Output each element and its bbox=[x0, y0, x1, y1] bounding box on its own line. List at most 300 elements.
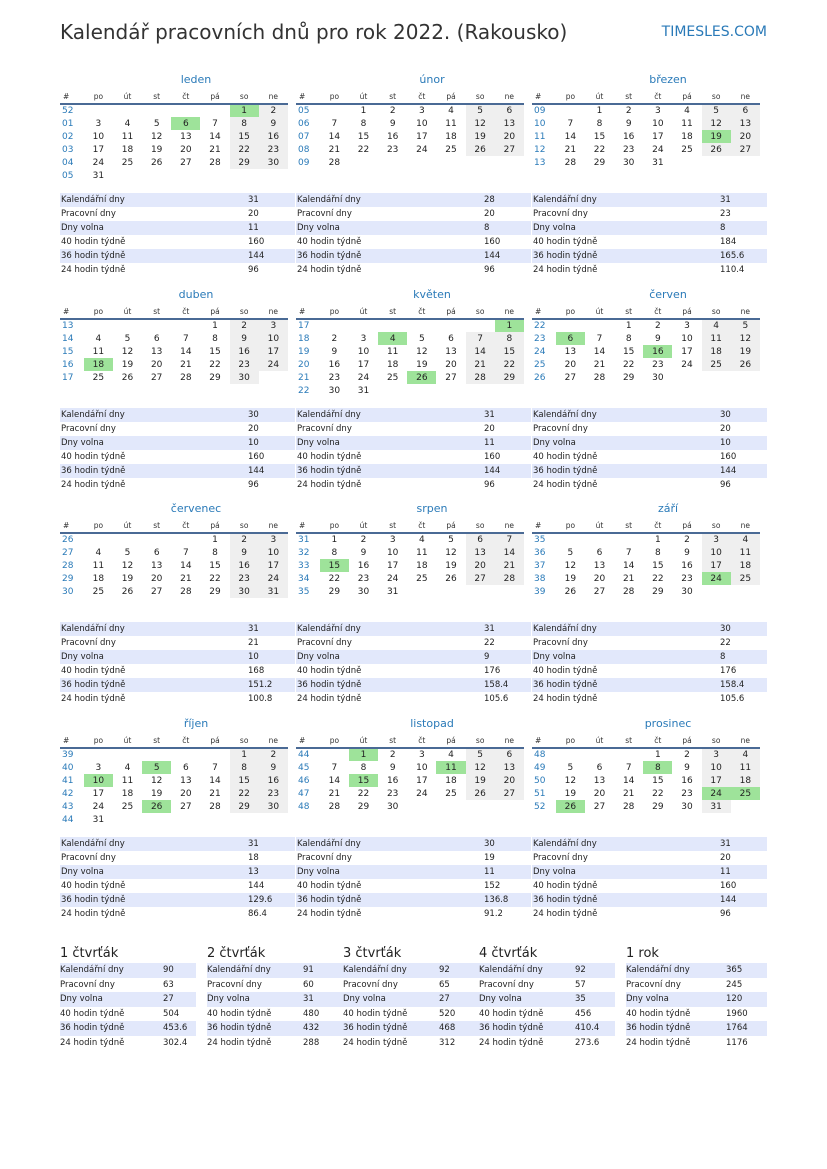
day-cell: 4 bbox=[95, 547, 102, 558]
day-cell: 10 bbox=[386, 547, 399, 558]
weekday-label: # bbox=[532, 519, 556, 533]
week-number: 39 bbox=[62, 750, 74, 760]
empty-day-cell bbox=[407, 319, 436, 332]
quarter-summary bbox=[626, 945, 767, 1051]
weekday-label: # bbox=[296, 734, 320, 748]
week-number: 26 bbox=[62, 535, 74, 545]
quarter-row bbox=[626, 1007, 767, 1022]
week-row bbox=[60, 787, 288, 800]
quarter-label: 40 hodin týdně bbox=[60, 1008, 125, 1019]
stats-label: Pracovní dny bbox=[61, 853, 116, 863]
stats-value: 8 bbox=[720, 652, 726, 662]
quarter-label: 36 hodin týdně bbox=[479, 1023, 544, 1034]
weekday-label: st bbox=[378, 90, 407, 104]
quarter-row bbox=[207, 992, 343, 1007]
stats-value: 176 bbox=[484, 666, 501, 676]
stats-row bbox=[60, 622, 295, 636]
week-row bbox=[296, 130, 524, 143]
day-cell: 6 bbox=[153, 333, 160, 344]
day-cell: 12 bbox=[445, 547, 457, 558]
stats-row bbox=[532, 650, 767, 664]
day-cell: 31 bbox=[386, 586, 399, 597]
day-cell: 8 bbox=[654, 547, 661, 558]
day-cell: 12 bbox=[466, 761, 495, 774]
week-row bbox=[532, 156, 760, 169]
day-cell: 21 bbox=[622, 573, 635, 584]
day-cell: 11 bbox=[702, 332, 731, 345]
day-cell: 24 bbox=[416, 144, 428, 155]
day-cell: 17 bbox=[259, 559, 288, 572]
quarter-label: Kalendářní dny bbox=[343, 965, 407, 975]
stats-row bbox=[296, 478, 531, 492]
day-cell: 29 bbox=[230, 156, 259, 169]
day-cell: 6 bbox=[731, 104, 760, 117]
day-cell: 27 bbox=[495, 787, 524, 800]
day-cell: 18 bbox=[445, 775, 457, 786]
day-cell: 9 bbox=[625, 118, 632, 129]
empty-day-cell bbox=[142, 533, 171, 546]
day-cell: 9 bbox=[389, 118, 396, 129]
empty-day-cell bbox=[171, 104, 200, 117]
empty-day-cell bbox=[731, 800, 760, 813]
month-calendar bbox=[296, 716, 524, 813]
day-cell: 3 bbox=[360, 333, 367, 344]
quarter-value: 91 bbox=[303, 965, 314, 975]
day-cell: 26 bbox=[407, 371, 436, 384]
week-row bbox=[532, 761, 760, 774]
quarter-row bbox=[207, 1007, 343, 1022]
quarter-row bbox=[207, 978, 343, 993]
weekday-header bbox=[532, 305, 760, 319]
week-row bbox=[60, 358, 288, 371]
day-cell: 24 bbox=[259, 572, 288, 585]
weekday-label: ne bbox=[495, 519, 524, 533]
week-number: 21 bbox=[298, 372, 310, 383]
stats-row bbox=[532, 436, 767, 450]
quarter-row bbox=[60, 963, 196, 978]
weekday-label: st bbox=[614, 90, 643, 104]
week-row bbox=[60, 143, 288, 156]
quarter-label: 36 hodin týdně bbox=[60, 1023, 125, 1034]
week-row bbox=[532, 748, 760, 761]
week-number: 11 bbox=[534, 131, 546, 142]
day-cell: 9 bbox=[259, 761, 288, 774]
day-cell: 5 bbox=[448, 535, 454, 545]
weekday-label: ne bbox=[731, 734, 760, 748]
week-number: 26 bbox=[534, 372, 546, 383]
day-cell: 5 bbox=[702, 104, 731, 117]
day-cell: 12 bbox=[416, 346, 428, 357]
empty-day-cell bbox=[320, 104, 349, 117]
week-number: 45 bbox=[298, 762, 310, 773]
weekday-label: so bbox=[466, 519, 495, 533]
stats-row bbox=[296, 408, 531, 422]
empty-day-cell bbox=[466, 384, 495, 397]
day-cell: 30 bbox=[652, 372, 664, 383]
stats-label: Pracovní dny bbox=[533, 209, 588, 219]
empty-day-cell bbox=[466, 319, 495, 332]
weekday-label: so bbox=[230, 734, 259, 748]
stats-row bbox=[532, 221, 767, 235]
weekday-label: pá bbox=[200, 519, 229, 533]
stats-row bbox=[532, 622, 767, 636]
empty-day-cell bbox=[200, 169, 229, 182]
week-number: 43 bbox=[62, 801, 74, 812]
quarter-row bbox=[479, 978, 615, 993]
day-cell: 23 bbox=[681, 788, 693, 799]
stats-row bbox=[296, 249, 531, 263]
week-number: 24 bbox=[534, 346, 546, 357]
day-cell: 25 bbox=[445, 144, 457, 155]
empty-day-cell bbox=[585, 319, 614, 332]
empty-day-cell bbox=[200, 813, 229, 826]
week-row bbox=[60, 371, 288, 384]
weekday-label: út bbox=[585, 305, 614, 319]
stats-label: Dny volna bbox=[533, 438, 576, 448]
weekday-label: po bbox=[84, 305, 113, 319]
stats-label: Dny volna bbox=[61, 438, 104, 448]
empty-day-cell bbox=[731, 156, 760, 169]
weekday-label: út bbox=[113, 519, 142, 533]
stats-label: Pracovní dny bbox=[61, 424, 116, 434]
day-cell: 7 bbox=[212, 762, 218, 773]
empty-day-cell bbox=[556, 104, 585, 117]
day-cell: 6 bbox=[495, 104, 524, 117]
day-cell: 25 bbox=[121, 801, 134, 812]
stats-row bbox=[532, 907, 767, 921]
week-number: 35 bbox=[534, 535, 546, 545]
day-cell: 28 bbox=[209, 157, 221, 168]
day-cell: 31 bbox=[92, 170, 105, 181]
day-cell: 6 bbox=[495, 748, 524, 761]
weekday-label: ne bbox=[731, 305, 760, 319]
day-cell: 13 bbox=[150, 346, 163, 357]
weekday-label: pá bbox=[672, 734, 701, 748]
empty-day-cell bbox=[259, 371, 288, 384]
day-cell: 13 bbox=[445, 346, 457, 357]
day-cell: 17 bbox=[386, 560, 399, 571]
weekday-label: čt bbox=[171, 305, 200, 319]
quarter-value: 288 bbox=[303, 1037, 320, 1048]
day-cell: 30 bbox=[681, 801, 693, 812]
month-table bbox=[60, 305, 288, 384]
week-number: 17 bbox=[298, 321, 310, 331]
day-cell: 4 bbox=[124, 762, 131, 773]
day-cell: 24 bbox=[652, 144, 664, 155]
day-cell: 15 bbox=[495, 345, 524, 358]
quarter-row bbox=[479, 1021, 615, 1036]
stats-row bbox=[532, 879, 767, 893]
day-cell: 30 bbox=[681, 586, 693, 597]
stats-row bbox=[532, 678, 767, 692]
day-cell: 14 bbox=[622, 775, 635, 786]
stats-value: 30 bbox=[720, 624, 731, 634]
day-cell: 25 bbox=[92, 586, 105, 597]
day-cell: 2 bbox=[654, 321, 661, 331]
weekday-header bbox=[532, 90, 760, 104]
quarter-value: 92 bbox=[439, 965, 450, 975]
empty-day-cell bbox=[230, 813, 259, 826]
day-cell: 30 bbox=[230, 585, 259, 598]
day-cell: 1 bbox=[212, 321, 218, 331]
week-row bbox=[296, 572, 524, 585]
day-cell: 3 bbox=[654, 106, 661, 116]
weekday-label: pá bbox=[672, 519, 701, 533]
month-calendar bbox=[60, 501, 288, 598]
day-cell: 13 bbox=[466, 546, 495, 559]
day-cell: 4 bbox=[702, 319, 731, 332]
stats-row bbox=[60, 907, 295, 921]
day-cell: 1 bbox=[654, 750, 661, 760]
week-row bbox=[296, 371, 524, 384]
stats-row bbox=[532, 408, 767, 422]
week-row bbox=[532, 774, 760, 787]
week-number: 48 bbox=[298, 801, 310, 812]
weekday-label: po bbox=[556, 734, 585, 748]
day-cell: 29 bbox=[209, 586, 221, 597]
day-cell: 12 bbox=[150, 131, 163, 142]
quarter-label: 36 hodin týdně bbox=[626, 1023, 691, 1034]
stats-label: Kalendářní dny bbox=[61, 839, 125, 849]
day-cell: 11 bbox=[92, 346, 105, 357]
day-cell: 23 bbox=[386, 788, 399, 799]
day-cell: 8 bbox=[212, 333, 218, 344]
empty-day-cell bbox=[407, 585, 436, 598]
day-cell: 21 bbox=[180, 359, 192, 370]
quarter-label: Pracovní dny bbox=[626, 979, 681, 990]
stats-label: Dny volna bbox=[297, 652, 340, 662]
month-calendar bbox=[532, 501, 760, 598]
day-cell: 18 bbox=[121, 788, 134, 799]
stats-value: 10 bbox=[248, 438, 259, 448]
day-cell: 3 bbox=[684, 321, 690, 331]
weekday-label: čt bbox=[407, 519, 436, 533]
stats-value: 96 bbox=[484, 265, 495, 275]
day-cell: 12 bbox=[731, 332, 760, 345]
stats-label: Kalendářní dny bbox=[297, 624, 361, 634]
day-cell: 1 bbox=[230, 104, 259, 117]
day-cell: 3 bbox=[95, 762, 102, 773]
week-row bbox=[296, 117, 524, 130]
weekday-label: pá bbox=[672, 305, 701, 319]
day-cell: 28 bbox=[593, 372, 606, 383]
stats-value: 158.4 bbox=[484, 680, 509, 690]
day-cell: 22 bbox=[357, 788, 370, 799]
day-cell: 14 bbox=[495, 546, 524, 559]
stats-row bbox=[60, 851, 295, 865]
day-cell: 20 bbox=[180, 144, 192, 155]
empty-day-cell bbox=[495, 585, 524, 598]
stats-row bbox=[296, 221, 531, 235]
day-cell: 5 bbox=[418, 333, 425, 344]
stats-value: 160 bbox=[720, 452, 737, 462]
stats-label: Kalendářní dny bbox=[297, 410, 361, 420]
stats-row bbox=[60, 249, 295, 263]
quarter-label: Pracovní dny bbox=[207, 979, 262, 990]
month-name: duben bbox=[178, 288, 214, 301]
day-cell: 19 bbox=[731, 345, 760, 358]
weekday-label: st bbox=[378, 305, 407, 319]
week-row bbox=[532, 332, 760, 345]
stats-label: 36 hodin týdně bbox=[533, 895, 598, 905]
week-row bbox=[532, 130, 760, 143]
empty-day-cell bbox=[171, 748, 200, 761]
weekday-label: # bbox=[60, 519, 84, 533]
stats-value: 20 bbox=[720, 853, 731, 863]
stats-row bbox=[60, 221, 295, 235]
day-cell: 6 bbox=[182, 762, 189, 773]
weekday-label: so bbox=[230, 519, 259, 533]
empty-day-cell bbox=[171, 169, 200, 182]
month-table bbox=[532, 519, 760, 598]
weekday-header bbox=[60, 90, 288, 104]
quarter-label: 24 hodin týdně bbox=[207, 1037, 272, 1048]
day-cell: 14 bbox=[622, 560, 635, 571]
day-cell: 1 bbox=[230, 748, 259, 761]
quarter-row bbox=[343, 1007, 479, 1022]
day-cell: 15 bbox=[209, 560, 221, 571]
day-cell: 18 bbox=[445, 131, 457, 142]
stats-label: 40 hodin týdně bbox=[61, 666, 126, 676]
day-cell: 19 bbox=[564, 573, 577, 584]
quarter-value: 312 bbox=[439, 1037, 456, 1048]
quarter-value: 63 bbox=[162, 979, 174, 990]
day-cell: 9 bbox=[331, 346, 338, 357]
stats-label: Pracovní dny bbox=[297, 638, 352, 648]
empty-day-cell bbox=[84, 319, 113, 332]
weekday-label: ne bbox=[495, 305, 524, 319]
weekday-label: po bbox=[556, 519, 585, 533]
day-cell: 7 bbox=[212, 118, 218, 129]
quarter-label: Dny volna bbox=[626, 994, 669, 1005]
quarter-value: 27 bbox=[439, 994, 450, 1005]
day-cell: 13 bbox=[150, 560, 163, 571]
quarter-value: 90 bbox=[162, 965, 174, 975]
day-cell: 26 bbox=[731, 358, 760, 371]
week-number: 08 bbox=[298, 144, 310, 155]
day-cell: 22 bbox=[652, 573, 664, 584]
month-name: leden bbox=[180, 73, 212, 86]
day-cell: 11 bbox=[445, 118, 457, 129]
day-cell: 4 bbox=[124, 118, 131, 129]
day-cell: 7 bbox=[466, 332, 495, 345]
day-cell: 4 bbox=[95, 333, 102, 344]
weekday-label: čt bbox=[643, 90, 672, 104]
week-row bbox=[532, 345, 760, 358]
day-cell: 3 bbox=[702, 748, 731, 761]
stats-label: 24 hodin týdně bbox=[297, 694, 362, 704]
day-cell: 3 bbox=[259, 319, 288, 332]
day-cell: 17 bbox=[416, 131, 428, 142]
day-cell: 11 bbox=[121, 131, 134, 142]
quarter-label: Kalendářní dny bbox=[60, 965, 124, 975]
stats-label: 24 hodin týdně bbox=[297, 480, 362, 490]
day-cell: 19 bbox=[564, 788, 577, 799]
day-cell: 29 bbox=[652, 586, 664, 597]
empty-day-cell bbox=[436, 800, 465, 813]
day-cell: 23 bbox=[652, 359, 664, 370]
month-calendar bbox=[296, 501, 524, 598]
quarter-value: 60 bbox=[303, 979, 314, 990]
weekday-header bbox=[532, 734, 760, 748]
weekday-label: # bbox=[60, 734, 84, 748]
day-cell: 14 bbox=[180, 560, 192, 571]
day-cell: 19 bbox=[150, 788, 163, 799]
day-cell: 16 bbox=[681, 560, 693, 571]
stats-value: 30 bbox=[484, 839, 495, 849]
week-number: 41 bbox=[62, 775, 74, 786]
stats-label: 40 hodin týdně bbox=[533, 237, 598, 247]
day-cell: 6 bbox=[466, 533, 495, 546]
empty-day-cell bbox=[84, 748, 113, 761]
quarter-value: 456 bbox=[575, 1008, 592, 1019]
day-cell: 13 bbox=[495, 761, 524, 774]
stats-row bbox=[60, 678, 295, 692]
day-cell: 20 bbox=[150, 359, 163, 370]
week-row bbox=[296, 156, 524, 169]
day-cell: 11 bbox=[731, 546, 760, 559]
stats-value: 160 bbox=[248, 452, 265, 462]
stats-row bbox=[532, 193, 767, 207]
weekday-header bbox=[296, 519, 524, 533]
day-cell: 20 bbox=[466, 559, 495, 572]
day-cell: 31 bbox=[259, 585, 288, 598]
quarter-label: Dny volna bbox=[207, 994, 250, 1005]
empty-day-cell bbox=[731, 371, 760, 384]
stats-row bbox=[532, 249, 767, 263]
day-cell: 9 bbox=[230, 332, 259, 345]
day-cell: 2 bbox=[259, 748, 288, 761]
weekday-label: pá bbox=[436, 519, 465, 533]
day-cell: 4 bbox=[731, 533, 760, 546]
empty-day-cell bbox=[378, 156, 407, 169]
weekday-header bbox=[296, 90, 524, 104]
month-table bbox=[532, 305, 760, 384]
stats-value: 11 bbox=[248, 223, 259, 233]
weekday-label: pá bbox=[436, 734, 465, 748]
day-cell: 23 bbox=[328, 372, 341, 383]
day-cell: 16 bbox=[386, 131, 399, 142]
empty-day-cell bbox=[614, 533, 643, 546]
stats-value: 9 bbox=[484, 652, 490, 662]
weekday-label: # bbox=[532, 734, 556, 748]
week-row bbox=[532, 319, 760, 332]
day-cell: 28 bbox=[328, 801, 341, 812]
stats-row bbox=[532, 263, 767, 277]
weekday-header bbox=[296, 305, 524, 319]
stats-label: Kalendářní dny bbox=[61, 624, 125, 634]
stats-value: 129.6 bbox=[248, 895, 273, 905]
day-cell: 30 bbox=[328, 385, 341, 396]
stats-label: 36 hodin týdně bbox=[61, 680, 126, 690]
stats-label: 40 hodin týdně bbox=[533, 881, 598, 891]
quarter-label: 40 hodin týdně bbox=[479, 1008, 544, 1019]
day-cell: 28 bbox=[180, 586, 192, 597]
stats-label: 36 hodin týdně bbox=[297, 895, 362, 905]
empty-day-cell bbox=[614, 748, 643, 761]
quarter-value: 245 bbox=[726, 979, 743, 990]
brand-link[interactable]: TIMESLES.COM bbox=[661, 24, 767, 40]
stats-row bbox=[296, 837, 531, 851]
empty-day-cell bbox=[556, 748, 585, 761]
stats-label: 40 hodin týdně bbox=[61, 452, 126, 462]
quarter-summary bbox=[60, 945, 196, 1051]
day-cell: 6 bbox=[556, 332, 585, 345]
stats-value: 10 bbox=[248, 652, 259, 662]
stats-value: 165.6 bbox=[720, 251, 745, 261]
day-cell: 20 bbox=[495, 774, 524, 787]
stats-value: 31 bbox=[484, 410, 495, 420]
